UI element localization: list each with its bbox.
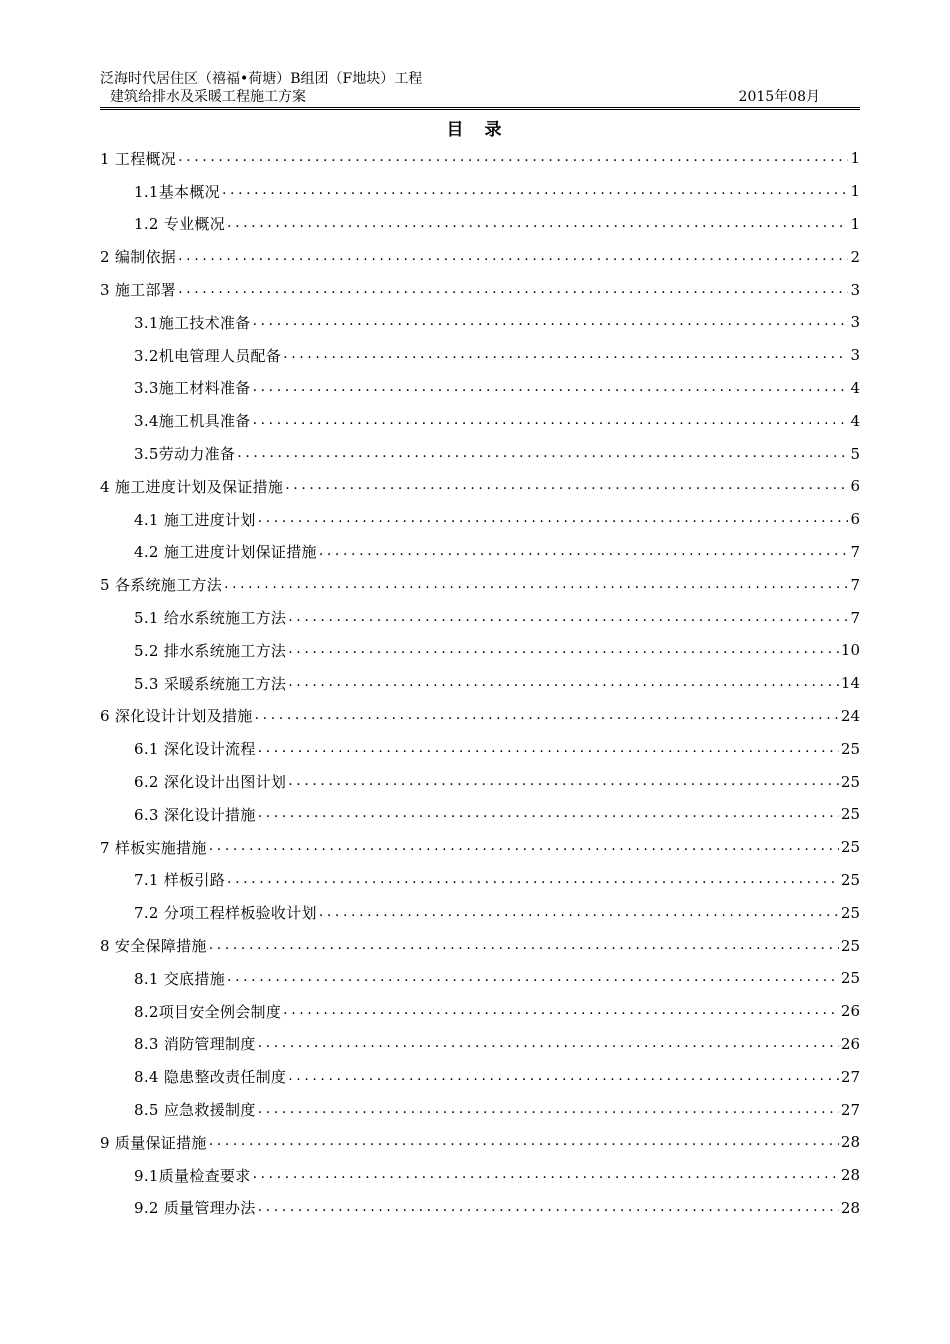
- toc-dot-leader: [227, 208, 848, 241]
- toc-entry-page: 10: [840, 641, 860, 660]
- toc-dot-leader: [258, 798, 839, 831]
- toc-title: 目 录: [446, 120, 504, 140]
- toc-entry-page: 25: [840, 903, 860, 922]
- document-date: 2015年08月: [738, 89, 820, 105]
- toc-entry-page: 25: [840, 969, 860, 988]
- toc-entry[interactable]: [100, 831, 860, 864]
- toc-entry[interactable]: [100, 1093, 860, 1126]
- toc-entry[interactable]: [100, 1126, 860, 1159]
- toc-entry[interactable]: [100, 372, 860, 405]
- toc-entry-page: 25: [840, 838, 860, 857]
- toc-entry-label: 3 施工部署: [100, 281, 177, 300]
- header-rule: [100, 107, 860, 110]
- toc-entry[interactable]: [100, 273, 860, 306]
- toc-entry-label: 8 安全保障措施: [100, 937, 207, 956]
- toc-entry-label: 4.2 施工进度计划保证措施: [134, 543, 317, 562]
- toc-entry-label: 1 工程概况: [100, 149, 177, 168]
- toc-entry-label: 7.1 样板引路: [134, 871, 226, 890]
- toc-entry[interactable]: [100, 536, 860, 569]
- toc-entry-page: 26: [840, 1034, 860, 1053]
- toc-entry[interactable]: [100, 667, 860, 700]
- toc-entry-page: 1: [850, 182, 860, 201]
- toc-entry-page: 6: [850, 510, 860, 529]
- header-subline: [100, 88, 860, 106]
- toc-entry[interactable]: [100, 470, 860, 503]
- toc-entry-page: 14: [840, 674, 860, 693]
- toc-entry-page: 2: [850, 247, 860, 266]
- toc-entry-label: 2 编制依据: [100, 248, 177, 267]
- toc-entry[interactable]: [100, 798, 860, 831]
- toc-entry-page: 28: [840, 1198, 860, 1217]
- toc-entry[interactable]: [100, 1159, 860, 1192]
- project-title: 泛海时代居住区（禧福•荷塘）B组团（F地块）工程: [100, 71, 423, 87]
- toc-entry[interactable]: [100, 732, 860, 765]
- toc-entry-label: 5.1 给水系统施工方法: [134, 609, 287, 628]
- toc-dot-leader: [237, 437, 848, 470]
- toc-entry-label: 7 样板实施措施: [100, 838, 207, 857]
- toc-entry-label: 4.1 施工进度计划: [134, 510, 256, 529]
- toc-entry-page: 1: [850, 214, 860, 233]
- toc-entry[interactable]: [100, 1028, 860, 1061]
- toc-dot-leader: [288, 634, 839, 667]
- toc-entry-page: 3: [850, 280, 860, 299]
- toc-entry-label: 8.2项目安全例会制度: [134, 1002, 282, 1021]
- toc-dot-leader: [288, 765, 839, 798]
- toc-dot-leader: [258, 1028, 839, 1061]
- toc-list: [100, 142, 860, 1224]
- toc-entry-page: 25: [840, 739, 860, 758]
- page-header: [100, 70, 860, 106]
- toc-entry[interactable]: [100, 142, 860, 175]
- toc-entry-label: 1.2 专业概况: [134, 215, 226, 234]
- toc-entry-label: 5 各系统施工方法: [100, 576, 223, 595]
- toc-entry[interactable]: [100, 404, 860, 437]
- toc-dot-leader: [255, 700, 839, 733]
- toc-dot-leader: [285, 470, 848, 503]
- toc-entry-label: 9 质量保证措施: [100, 1133, 207, 1152]
- toc-entry[interactable]: [100, 175, 860, 208]
- toc-entry-label: 6.3 深化设计措施: [134, 805, 256, 824]
- toc-entry-page: 4: [850, 378, 860, 397]
- toc-entry-page: 3: [850, 346, 860, 365]
- toc-dot-leader: [178, 273, 848, 306]
- toc-dot-leader: [222, 175, 848, 208]
- toc-entry-page: 25: [840, 870, 860, 889]
- toc-entry[interactable]: [100, 568, 860, 601]
- toc-dot-leader: [227, 864, 839, 897]
- toc-entry-page: 4: [850, 411, 860, 430]
- toc-entry[interactable]: [100, 339, 860, 372]
- toc-entry[interactable]: [100, 240, 860, 273]
- toc-entry[interactable]: [100, 962, 860, 995]
- toc-entry[interactable]: [100, 208, 860, 241]
- toc-entry-label: 8.5 应急救援制度: [134, 1101, 256, 1119]
- document-name: 建筑给排水及采暖工程施工方案: [110, 89, 306, 105]
- toc-dot-leader: [319, 536, 848, 569]
- toc-entry-page: 7: [850, 542, 860, 561]
- toc-entry-page: 1: [850, 149, 860, 168]
- toc-dot-leader: [224, 568, 848, 601]
- toc-entry[interactable]: [100, 601, 860, 634]
- toc-dot-leader: [258, 1093, 839, 1126]
- toc-entry-label: 8.3 消防管理制度: [134, 1035, 256, 1054]
- toc-entry-label: 5.2 排水系统施工方法: [134, 641, 287, 660]
- toc-entry[interactable]: [100, 864, 860, 897]
- toc-entry-label: 9.2 质量管理办法: [134, 1199, 256, 1218]
- toc-dot-leader: [288, 1060, 839, 1093]
- toc-entry-page: 27: [840, 1100, 860, 1119]
- toc-dot-leader: [253, 306, 848, 339]
- toc-dot-leader: [178, 142, 848, 175]
- toc-entry-page: 27: [840, 1067, 860, 1086]
- toc-entry-label: 6.1 深化设计流程: [134, 740, 256, 759]
- toc-dot-leader: [209, 1126, 839, 1159]
- toc-entry[interactable]: [100, 1060, 860, 1093]
- toc-entry-label: 8.4 隐患整改责任制度: [134, 1068, 287, 1087]
- toc-dot-leader: [283, 339, 848, 372]
- toc-entry-page: 25: [840, 772, 860, 791]
- toc-dot-leader: [209, 831, 839, 864]
- toc-entry[interactable]: [100, 306, 860, 339]
- toc-dot-leader: [178, 240, 848, 273]
- toc-dot-leader: [319, 896, 839, 929]
- toc-entry-page: 25: [840, 936, 860, 955]
- toc-entry[interactable]: [100, 929, 860, 962]
- toc-entry-label: 6.2 深化设计出图计划: [134, 773, 287, 792]
- toc-dot-leader: [253, 372, 848, 405]
- toc-dot-leader: [258, 732, 839, 765]
- toc-dot-leader: [288, 601, 848, 634]
- toc-entry[interactable]: [100, 634, 860, 667]
- toc-entry[interactable]: [100, 700, 860, 733]
- toc-entry-label: 7.2 分项工程样板验收计划: [134, 904, 317, 923]
- toc-entry[interactable]: [100, 1192, 860, 1225]
- toc-entry-page: 6: [850, 477, 860, 496]
- toc-entry-page: 7: [850, 608, 860, 627]
- toc-entry[interactable]: [100, 437, 860, 470]
- toc-entry-page: 7: [850, 575, 860, 594]
- toc-entry-page: 24: [840, 706, 860, 725]
- toc-dot-leader: [227, 962, 839, 995]
- toc-entry-page: 3: [850, 313, 860, 332]
- toc-dot-leader: [209, 929, 839, 962]
- toc-entry-label: 3.5劳动力准备: [134, 445, 236, 464]
- toc-entry-label: 3.2机电管理人员配备: [134, 346, 282, 365]
- toc-entry-page: 28: [840, 1133, 860, 1152]
- toc-dot-leader: [258, 503, 848, 536]
- toc-entry[interactable]: [100, 503, 860, 536]
- toc-dot-leader: [253, 404, 848, 437]
- toc-entry-page: 28: [840, 1166, 860, 1185]
- toc-dot-leader: [253, 1159, 839, 1192]
- toc-dot-leader: [258, 1192, 839, 1225]
- toc-entry[interactable]: [100, 765, 860, 798]
- toc-entry-label: 3.1施工技术准备: [134, 313, 251, 332]
- toc-entry-page: 25: [840, 805, 860, 824]
- toc-entry-label: 4 施工进度计划及保证措施: [100, 477, 284, 496]
- toc-entry-label: 9.1质量检查要求: [134, 1166, 251, 1185]
- toc-dot-leader: [288, 667, 839, 700]
- toc-entry[interactable]: [100, 896, 860, 929]
- toc-entry-label: 3.4施工机具准备: [134, 412, 251, 431]
- toc-entry-label: 6 深化设计计划及措施: [100, 707, 253, 726]
- toc-entry-page: 5: [850, 444, 860, 463]
- toc-entry-label: 8.1 交底措施: [134, 969, 226, 988]
- toc-entry-page: 26: [840, 1002, 860, 1021]
- toc-entry[interactable]: [100, 995, 860, 1028]
- toc-dot-leader: [283, 995, 839, 1028]
- toc-entry-label: 3.3施工材料准备: [134, 379, 251, 398]
- toc-entry-label: 5.3 采暖系统施工方法: [134, 674, 287, 693]
- toc-entry-label: 1.1基本概况: [134, 182, 220, 201]
